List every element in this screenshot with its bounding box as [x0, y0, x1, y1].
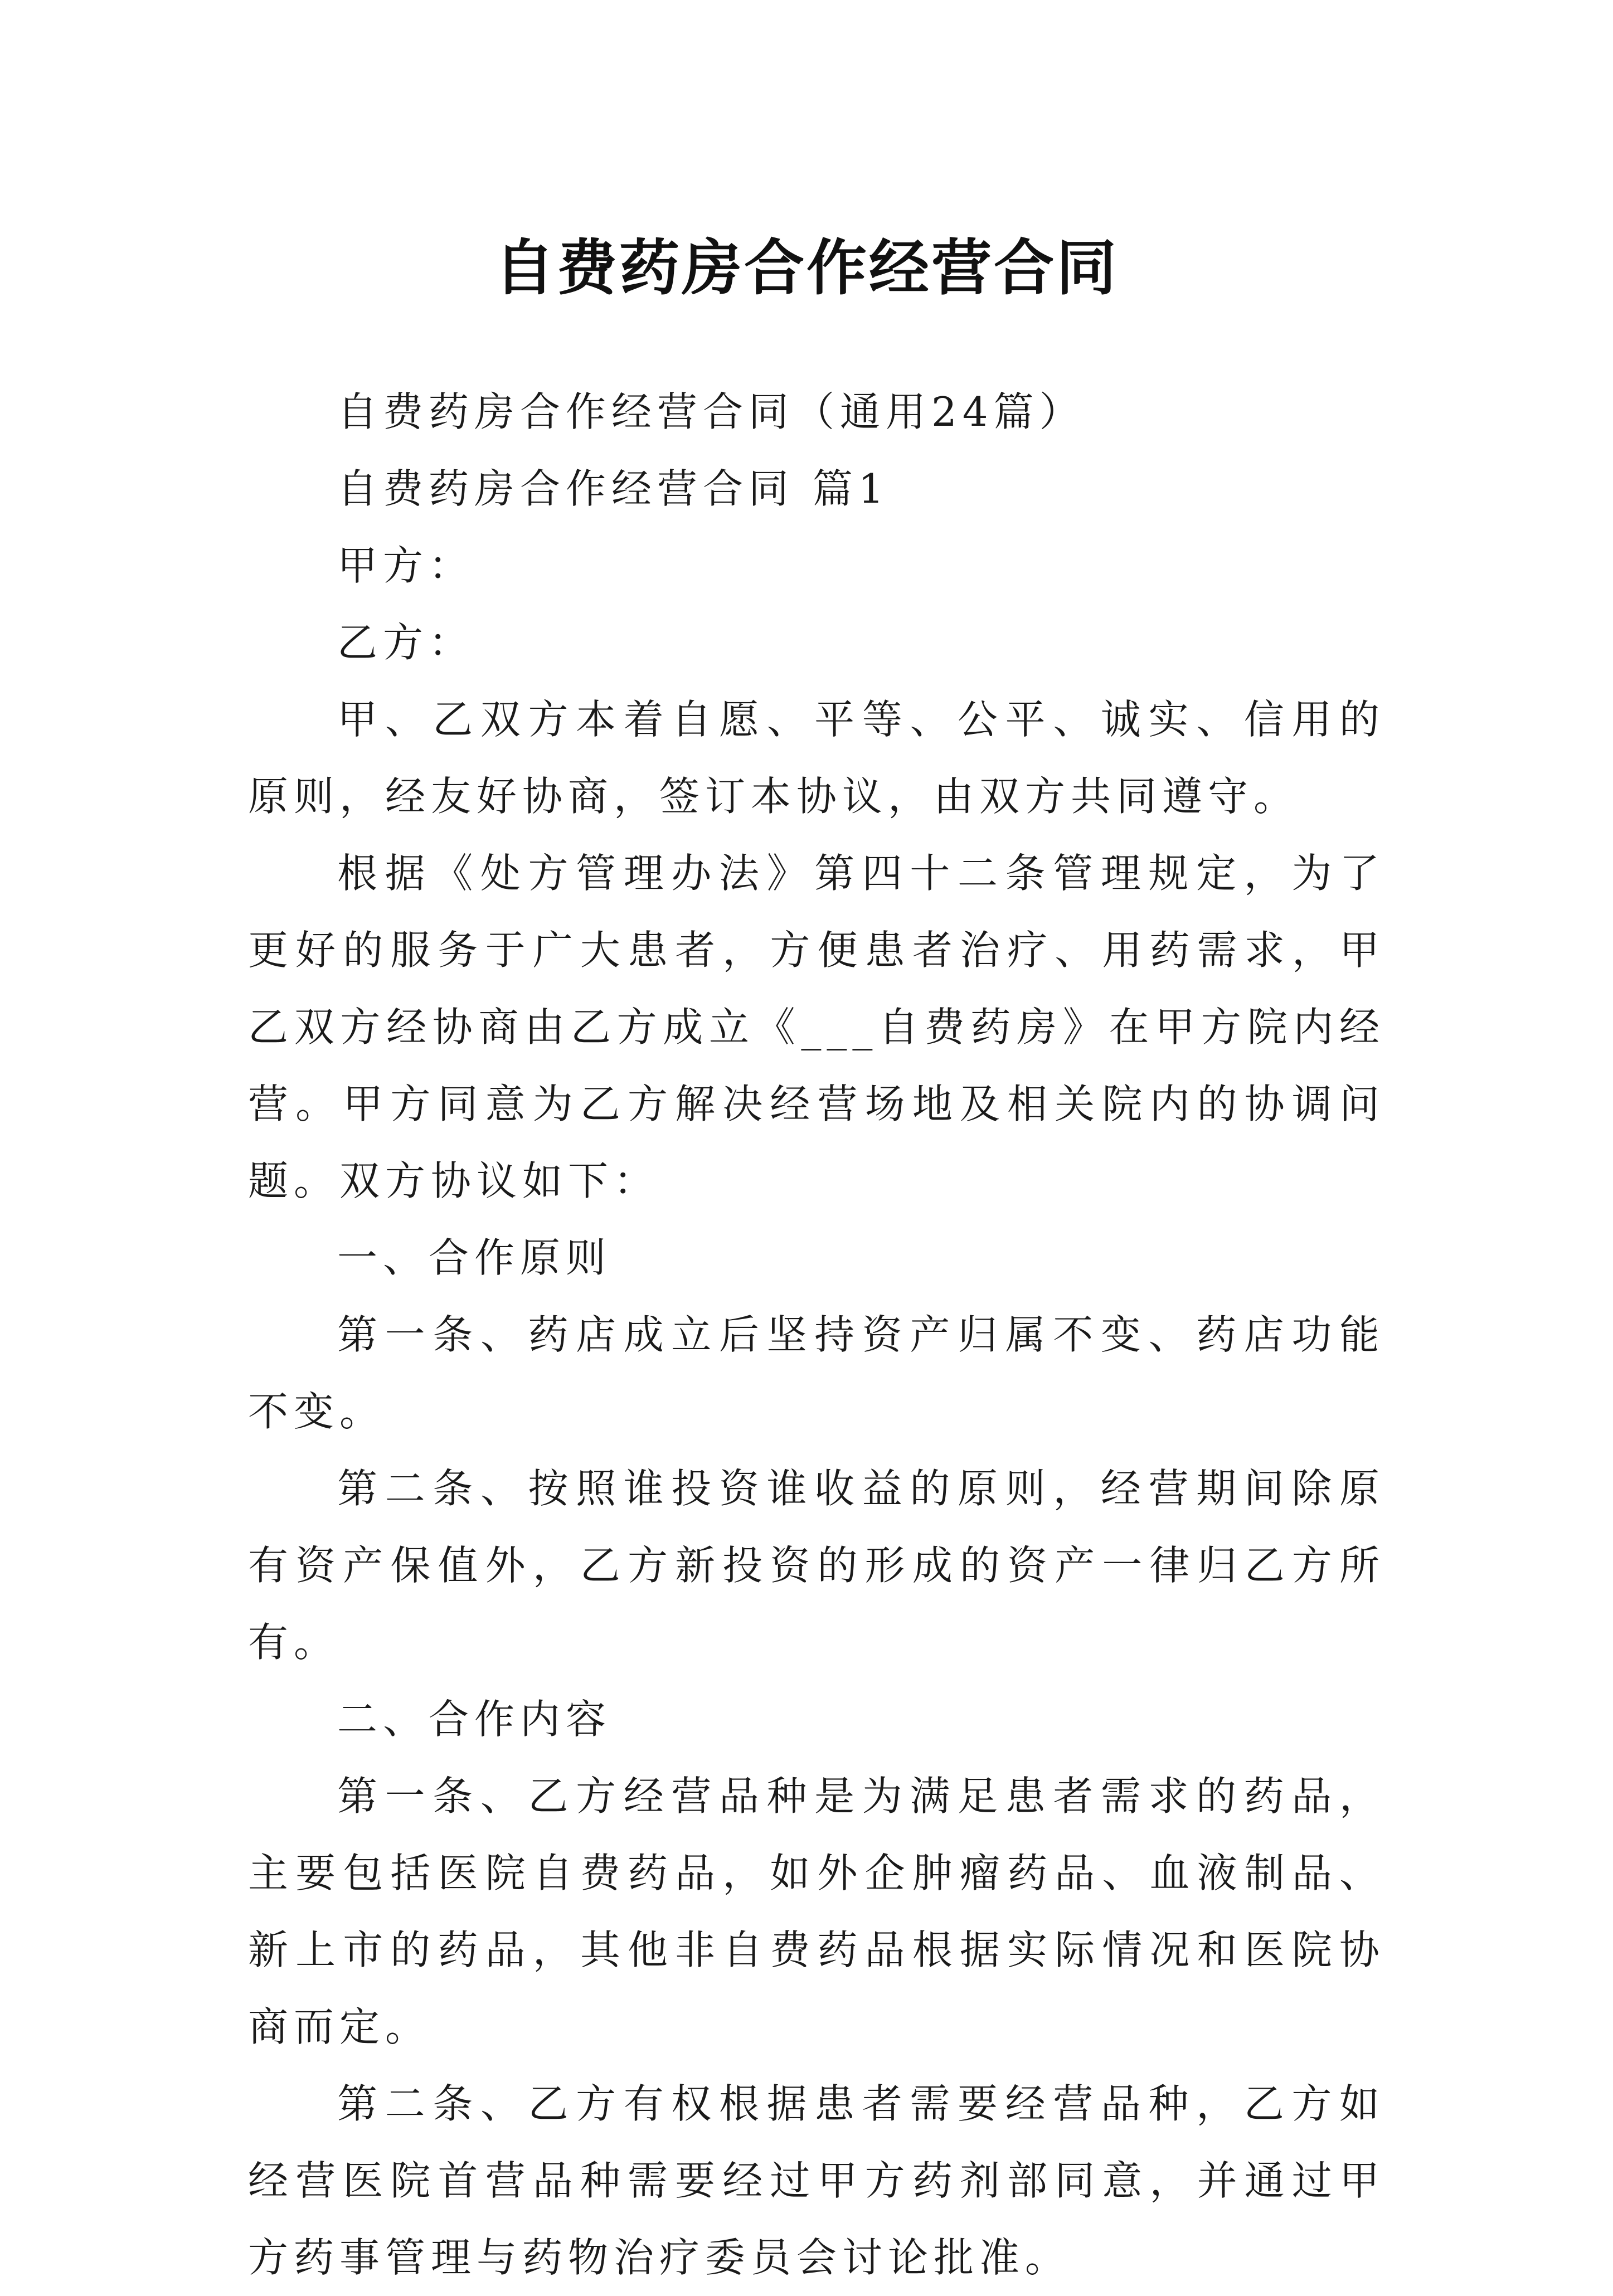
- paragraph-subtitle: 自费药房合作经营合同（通用24篇）: [337, 388, 1085, 435]
- paragraph-content-1: 第一条、乙方经营品种是为满足患者需求的药品，主要包括医院自费药品，如外企肿瘤药品、血液制品、新上市的药品，其他非自费药品根据实际情况和医院协商而定。: [248, 1773, 1385, 2050]
- paragraph-preamble: 甲、乙双方本着自愿、平等、公平、诚实、信用的原则，经友好协商，签订本协议，由双方共同遵守。: [248, 696, 1385, 820]
- paragraph-party-b: 乙方：: [337, 619, 475, 666]
- paragraph-section-heading: 自费药房合作经营合同 篇1: [337, 465, 890, 512]
- paragraph-party-a: 甲方：: [337, 542, 475, 589]
- paragraph-principle-2: 第二条、按照谁投资谁收益的原则，经营期间除原有资产保值外，乙方新投资的形成的资产一律归乙方所有。: [248, 1465, 1385, 1666]
- document-body: [248, 373, 1385, 2296]
- document-title: 自费药房合作经营合同: [494, 234, 1119, 304]
- paragraph-heading-principles: 一、合作原则: [337, 1234, 612, 1281]
- paragraph-principle-1: 第一条、药店成立后坚持资产归属不变、药店功能不变。: [248, 1311, 1385, 1435]
- paragraph-basis: 根据《处方管理办法》第四十二条管理规定，为了更好的服务于广大患者，方便患者治疗、用药需求，甲乙双方经协商由乙方成立《___自费药房》在甲方院内经营。甲方同意为乙方解决经营场地及相关院内的协调问题。双方协议如下：: [248, 850, 1385, 1204]
- paragraph-heading-content: 二、合作内容: [337, 1696, 612, 1743]
- paragraph-content-2: 第二条、乙方有权根据患者需要经营品种，乙方如经营医院首营品种需要经过甲方药剂部同意，并通过甲方药事管理与药物治疗委员会讨论批准。: [248, 2080, 1385, 2281]
